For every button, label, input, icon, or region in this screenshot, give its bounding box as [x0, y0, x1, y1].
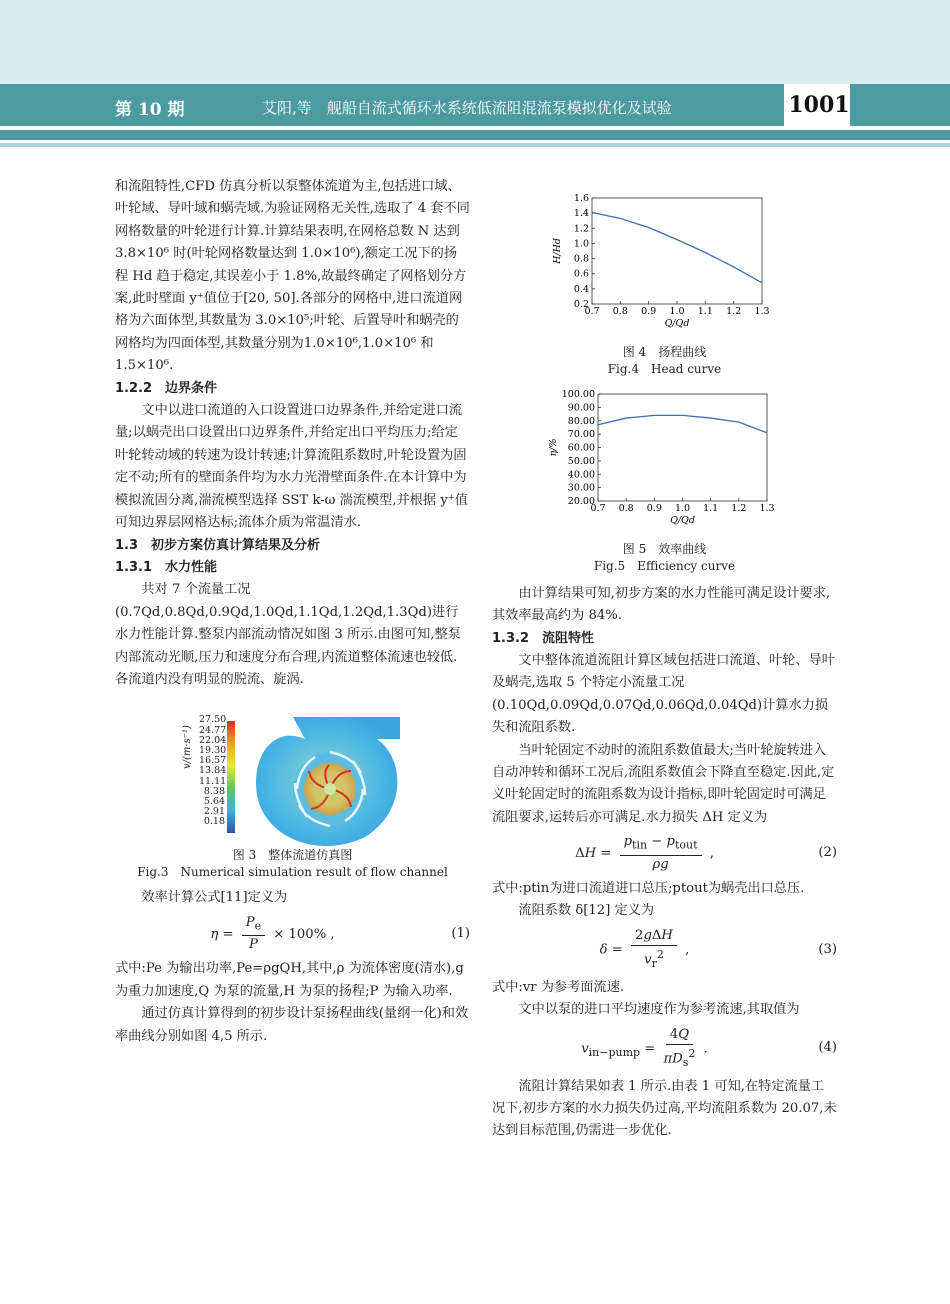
- colorbar-tick: 19.30: [199, 744, 227, 756]
- colorbar-ticks: [199, 715, 225, 827]
- colorbar-tick: 8.38: [203, 785, 225, 797]
- y-tick-label: 0.4: [573, 283, 589, 295]
- paragraph: 通过仿真计算得到的初步设计泵扬程曲线(量纲一化)和效率曲线分别如图 4,5 所示.: [115, 1006, 469, 1044]
- equation-number: (3): [818, 941, 837, 957]
- colorbar-label: v/(m·s⁻¹): [182, 725, 193, 770]
- y-tick-label: 20.00: [567, 496, 595, 508]
- flow-channel-image: [115, 699, 470, 847]
- paragraph: 文中整体流道流阻计算区域包括进口流道、叶轮、导叶及蜗壳,选取 5 个特定小流量工况(0.10Qd,0.09Qd,0.07Qd,0.06Qd,0.04Qd)计算水力损失和流阻系数.: [492, 653, 835, 736]
- figure-caption-en: Fig.3 Numerical simulation result of flow channel: [137, 865, 448, 880]
- x-tick-label: 0.8: [612, 306, 628, 317]
- section-heading: 1.3 初步方案仿真计算结果及分析: [115, 537, 321, 553]
- y-tick-label: 40.00: [567, 469, 595, 481]
- y-tick-label: 30.00: [567, 483, 595, 495]
- x-tick-label: 0.7: [590, 503, 606, 515]
- equation-number: (1): [451, 925, 470, 941]
- page-number: 1001: [788, 84, 850, 126]
- equation-number: (2): [818, 845, 837, 861]
- x-tick-label: 0.8: [618, 503, 634, 515]
- equation-4: $v_{in-pump}$ = $\frac{4Q}{\pi D_s^2}$ . (4): [581, 1026, 837, 1069]
- equation-number: (4): [818, 1040, 837, 1056]
- y-tick-label: 1.0: [573, 238, 589, 250]
- y-tick-label: 60.00: [567, 442, 595, 454]
- efficiency-chart: [492, 384, 837, 532]
- paragraph: 流阻计算结果如表 1 所示.由表 1 可知,在特定流量工况下,初步方案的水力损失仍过高,平均流阻系数为 20.07,未达到目标范围,仍需进一步优化.: [492, 1078, 837, 1139]
- paragraph: 由计算结果可知,初步方案的水力性能可满足设计要求,其效率最高约为 84%.: [492, 585, 831, 624]
- section-heading: 1.2.2 边界条件: [115, 380, 218, 396]
- paragraph: 文中以泵的进口平均速度作为参考流速,其取值为: [518, 1002, 800, 1018]
- figure-caption-cn: 图 5 效率曲线: [622, 541, 707, 556]
- x-axis-label: Q/Qd: [670, 515, 695, 527]
- head-chart: [492, 186, 837, 336]
- y-tick-label: 1.2: [573, 223, 589, 235]
- figure-caption-cn: 图 4 扬程曲线: [622, 345, 707, 360]
- x-tick-label: 1.3: [754, 306, 770, 317]
- header-band-lower: [0, 130, 950, 140]
- x-tick-label: 0.9: [646, 503, 662, 515]
- paragraph: 和流阻特性,CFD 仿真分析以泵整体流道为主,包括进口域、叶轮域、导叶域和蜗壳域.为验证网格无关性,选取了 4 套不同网格数量的叶轮进行计算.计算结果表明,在网格总数 N 达到 3.8×10⁶ 时(叶轮网格数量达到 1.0×10⁶),额定工况下的扬程 Hd 趋于稳定,其误差小于 1.8%,故最终确定了网格划分方案,此时壁面 y⁺值位于[20, 50].各部分的网格中,进口流道网格为六面体型,其数量为 3.0×10⁵;叶轮、后置导叶和蜗壳的网格均为四面体型,其数量分别为1.0×10⁶,1.0×10⁶ 和 1.5×10⁶.: [115, 179, 470, 374]
- figure-caption-en: Fig.5 Efficiency curve: [593, 558, 736, 573]
- plot-frame: [592, 198, 762, 304]
- figure-caption-en: Fig.4 Head curve: [607, 362, 722, 377]
- header-band-thin: [0, 143, 950, 147]
- x-tick-label: 0.7: [584, 306, 600, 317]
- y-axis-label: η/%: [548, 438, 559, 457]
- series-line: [598, 416, 767, 433]
- x-tick-label: 1.0: [669, 306, 685, 317]
- equation-3: δ = $\frac{\text{2gΔH}}{v_r^2}$ , (3): [599, 927, 837, 970]
- colorbar-tick: 27.50: [199, 714, 227, 726]
- paragraph: 流阻系数 δ[12] 定义为: [518, 903, 655, 919]
- x-tick-label: 1.2: [731, 503, 747, 515]
- y-tick-label: 0.2: [573, 299, 589, 310]
- colorbar-tick: 13.84: [199, 765, 227, 777]
- colorbar-tick: 2.91: [203, 806, 225, 818]
- section-heading: 1.3.2 流阻特性: [492, 630, 595, 646]
- figure-caption-cn: 图 3 整体流道仿真图: [232, 848, 353, 863]
- colorbar-tick: 24.77: [199, 724, 227, 736]
- colorbar: [227, 721, 235, 833]
- colorbar-tick: 11.11: [199, 775, 227, 787]
- issue-label: 第 10 期: [115, 100, 185, 120]
- paragraph: 共对 7 个流量工况(0.7Qd,0.8Qd,0.9Qd,1.0Qd,1.1Qd,1.2Qd,1.3Qd)进行水力性能计算.整泵内部流动情况如图 3 所示.由图可知,整泵内部流动光顺,压力和速度分布合理,内流道整体流速也较低.各流道内没有明显的脱流、旋涡.: [115, 582, 461, 687]
- plot-frame: [598, 394, 767, 501]
- paragraph: 效率计算公式[11]定义为: [141, 890, 288, 906]
- colorbar-tick: 0.18: [203, 816, 225, 828]
- x-axis-label: Q/Qd: [664, 318, 690, 329]
- y-tick-label: 80.00: [567, 416, 595, 428]
- y-tick-label: 0.6: [573, 268, 589, 280]
- x-tick-label: 1.1: [703, 503, 719, 515]
- top-band: [0, 0, 950, 84]
- y-tick-label: 90.00: [567, 402, 595, 414]
- paragraph: 式中:Pe 为输出功率,Pe=ρgQH,其中,ρ 为流体密度(清水),g 为重力加速度,Q 为泵的流量,H 为泵的扬程;P 为输入功率.: [115, 961, 464, 999]
- paragraph: 式中:vr 为参考面流速.: [492, 979, 625, 995]
- section-heading: 1.3.1 水力性能: [115, 559, 218, 575]
- y-axis-label: H/Hd: [552, 238, 563, 264]
- y-tick-label: 100.00: [561, 389, 595, 401]
- right-column: [492, 186, 837, 1143]
- paragraph: 文中以进口流道的入口设置进口边界条件,并给定进口流量;以蜗壳出口设置出口边界条件,并给定出口平均压力;给定叶轮转动域的转速为设计转速;计算流阻系数时,叶轮设置为固定不动;所有的壁面条件均为水力光滑壁面条件.在本计算中为模拟流固分离,湍流模型选择 SST k-ω 湍流模型,并根据 y⁺值可知边界层网格达标;流体介质为常温清水.: [115, 403, 468, 531]
- left-column: [115, 176, 470, 1048]
- equation-2: ΔH = $\frac{p_{tin} - p_{tout}}{\rho g}$ , (2): [575, 834, 837, 872]
- y-tick-label: 1.6: [573, 193, 589, 204]
- x-tick-label: 1.2: [726, 306, 742, 317]
- x-tick-label: 0.9: [641, 306, 657, 317]
- paragraph: 当叶轮固定不动时的流阻系数值最大;当叶轮旋转进入自动冲转和循环工况后,流阻系数值会下降直至稳定.因此,定义叶轮固定时的流阻系数为设计指标,即叶轮固定时可满足流阻要求,运转后亦可满足.水力损失 ΔH 定义为: [492, 742, 835, 825]
- colorbar-tick: 16.57: [199, 755, 227, 767]
- figure-3: [115, 699, 470, 847]
- y-tick-label: 0.8: [573, 253, 589, 265]
- x-tick-label: 1.1: [697, 306, 713, 317]
- paragraph: 式中:ptin为进口流道进口总压;ptout为蜗壳出口总压.: [492, 880, 805, 896]
- equation-1: η = $\frac{P_e}{P}$ × 100% , (1): [210, 914, 470, 953]
- y-tick-label: 50.00: [567, 456, 595, 468]
- x-tick-label: 1.0: [674, 503, 691, 515]
- y-tick-label: 1.4: [573, 208, 589, 220]
- series-line: [592, 212, 762, 282]
- y-tick-label: 70.00: [567, 429, 595, 441]
- x-tick-label: 1.3: [759, 503, 775, 515]
- running-title: 艾阳,等 舰船自流式循环水系统低流阻混流泵模拟优化及试验: [262, 99, 672, 117]
- colorbar-tick: 22.04: [199, 734, 227, 746]
- colorbar-tick: 5.64: [203, 795, 225, 807]
